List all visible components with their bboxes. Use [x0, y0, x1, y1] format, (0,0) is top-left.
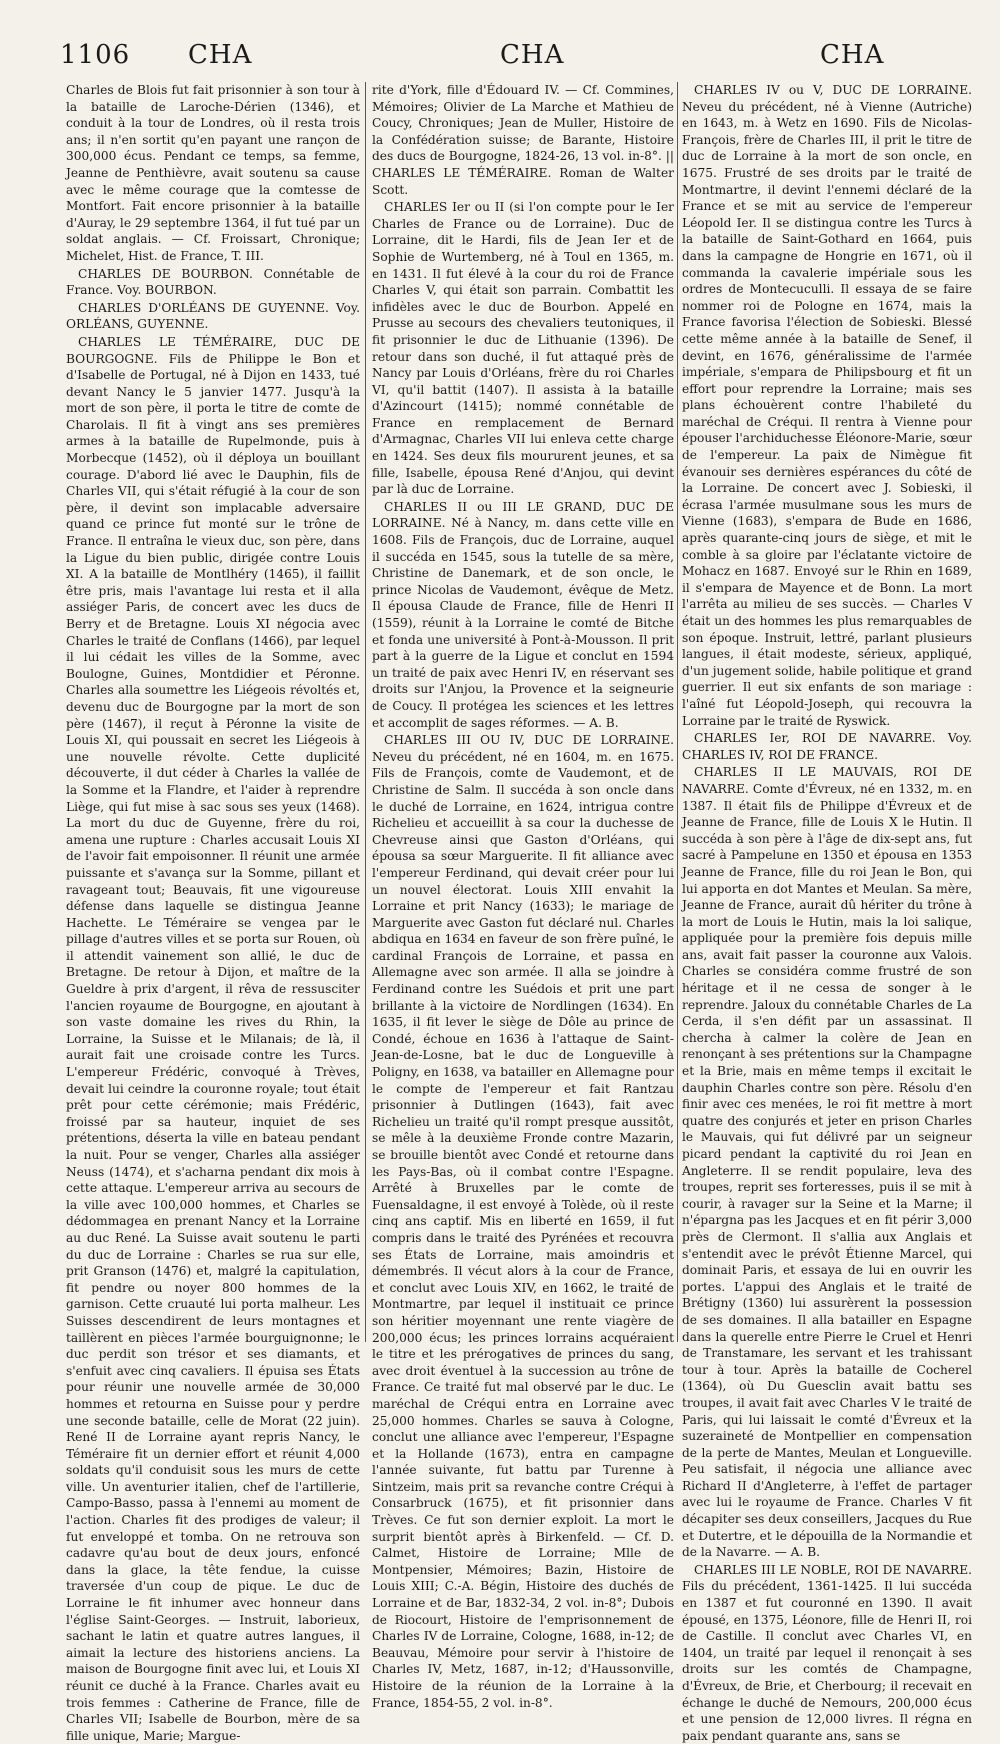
entry-paragraph: CHARLES IV ou V, DUC DE LORRAINE. Neveu du précédent, né à Vienne (Autriche) en 1643, m. à Wetz en 1690. Fils de Nicolas-François, frère de Charles III, il prit le titre de duc de Lorraine à la mort de son oncle, en 1675. Frustré de ses droits par le traité de Montmartre, il devint l'ennemi déclaré de la France et se mit au service de l'empereur Léopold Ier. Il se distingua contre les Turcs à la bataille de Saint-Gothard en 1664, puis dans la campagne de Hongrie en 1671, où il commanda la cavalerie impériale sous les ordres de Montecuculli. Il essaya de se faire nommer roi de Pologne en 1674, mais la France favorisa l'élection de Sobieski. Blessé cette même année à la bataille de Senef, il devint, en 1676, généralissime de l'armée impériale, s'empara de Philipsbourg et fit un effort pour reprendre la Lorraine; mais ses plans échouèrent contre l'habileté du maréchal de Créqui. Il rentra à Vienne pour épouser l'archiduchesse Éléonore-Marie, sœur de l'empereur. La paix de Nimègue fit évanouir ses dernières espérances du côté de la Lorraine. De concert avec J. Sobieski, il écrasa l'armée musulmane sous les murs de Vienne (1683), s'empara de Bude en 1686, après quarante-cinq jours de siège, et mit le comble à sa gloire par l'éclatante victoire de Mohacz en 1687. Envoyé sur le Rhin en 1689, il s'empara de Mayence et de Bonn. La mort l'arrêta au milieu de ses succès. — Charles V était un des hommes les plus remarquables de son époque. Instruit, lettré, parlant plusieurs langues, il était modeste, sérieux, appliqué, d'un jugement solide, habile politique et grand guerrier. Il eut six enfants de son mariage : l'aîné fut Léopold-Joseph, qui recouvra la Lorraine par le traité de Ryswick. — [682, 83, 972, 728]
entry-paragraph: CHARLES III LE NOBLE, ROI DE NAVARRE. Fils du précédent, 1361-1425. Il lui succéda en 1387 et fut couronné en 1390. Il avait épousé, en 1375, Léonore, fille de Henri II, roi de Castille. Il conclut avec Charles VI, en 1404, un traité par lequel il renonçait à ses droits sur les comtés de Champagne, d'Évreux, de Brie, et Cherbourg; il recevait en échange le duché de Nemours, 200,000 écus et une pension de 12,000 livres. Il régna en paix pendant quarante ans, sans se — [682, 1562, 972, 1743]
running-head-center: CHA — [500, 40, 565, 70]
entry-paragraph: Charles de Blois fut fait prisonnier à son tour à la bataille de Laroche-Dérien (1346), et conduit à la tour de Londres, où il resta trois ans; il n'en sortit qu'en payant une rançon de 300,000 écus. Pendant ce temps, sa femme, Jeanne de Penthièvre, avait soutenu sa cause avec le même courage que la comtesse de Montfort. Fait encore prisonnier à la bataille d'Auray, le 29 septembre 1364, il fut tué par un soldat anglais. — Cf. Froissart, Chronique; Michelet, Hist. de France, T. III. — [66, 83, 360, 263]
page-header — [0, 40, 1000, 80]
column-3 — [682, 82, 972, 1743]
running-head-left: CHA — [188, 40, 253, 70]
entry-paragraph: CHARLES III OU IV, DUC DE LORRAINE. Neveu du précédent, né en 1604, m. en 1675. Fils de François, comte de Vaudemont, et de Christine de Salm. Il succéda à son oncle dans le duché de Lorraine, en 1624, intrigua contre Richelieu et accueillit à sa cour la duchesse de Chevreuse ainsi que Gaston d'Orléans, qui épousa sa sœur Marguerite. Il fit alliance avec l'empereur Ferdinand, qui devait créer pour lui un nouvel électorat. Louis XIII envahit la Lorraine et prit Nancy (1633); le mariage de Marguerite avec Gaston fut déclaré nul. Charles abdiqua en 1634 en faveur de son frère puîné, le cardinal François de Lorraine, et passa en Allemagne avec son armée. Il alla se joindre à Ferdinand contre les Suédois et prit une part brillante à la victoire de Nordlingen (1634). En 1635, il fit lever le siège de Dôle au prince de Condé, échoue en 1636 à l'attaque de Saint-Jean-de-Losne, bat le duc de Longueville à Poligny, en 1638, va batailler en Allemagne pour le compte de l'empereur et fait Rantzau prisonnier à Dutlingen (1643), fait avec Richelieu un traité qu'il rompt presque aussitôt, se mêle à la deuxième Fronde contre Mazarin, se brouille bientôt avec Condé et retourne dans les Pays-Bas, où il combat contre l'Espagne. Arrêté à Bruxelles par le comte de Fuensaldagne, il est envoyé à Tolède, où il reste cinq ans captif. Mis en liberté en 1659, il fut compris dans le traité des Pyrénées et recouvra ses États de Lorraine, mais amoindris et démembrés. Il vécut alors à la cour de France, et conclut avec Louis XIV, en 1662, le traité de Montmartre, par lequel il instituait ce prince son héritier moyennant une rente viagère de 200,000 écus; les princes lorrains acquéraient le titre et les prérogatives de princes du sang, avec droit éventuel à la succession au trône de France. Ce traité fut mal observé par le duc. Le maréchal de Créqui entra en Lorraine avec 25,000 hommes. Charles se sauva à Cologne, conclut une alliance avec l'empereur, l'Espagne et la Hollande (1673), entra en campagne l'année suivante, fut battu par Turenne à Sintzeim, mais prit sa revanche contre Créqui à Consarbruck (1675), et fit prisonnier dans Trèves. Ce fut son dernier exploit. La mort le surprit bientôt après à Birkenfeld. — Cf. D. Calmet, Histoire de Lorraine; Mlle de Montpensier, Mémoires; Bazin, Histoire de Louis XIII; C.-A. Bégin, Histoire des duchés de Lorraine et de Bar, 1832-34, 2 vol. in-8°; Dubois de Riocourt, Histoire de l'emprisonnement de Charles IV de Lorraine, Cologne, 1688, in-12; de Beauvau, Mémoire pour servir à l'histoire de Charles IV, Metz, 1687, in-12; d'Haussonville, Histoire de la réunion de la Lorraine à la France, 1854-55, 2 vol. in-8°. — [372, 733, 674, 1710]
entry-paragraph: CHARLES II LE MAUVAIS, ROI DE NAVARRE. Comte d'Évreux, né en 1332, m. en 1387. Il était fils de Philippe d'Évreux et de Jeanne de France, fille de Louis X le Hutin. Il succéda à son père à l'âge de dix-sept ans, fut sacré à Pampelune en 1350 et épousa en 1353 Jeanne de France, fille du roi Jean le Bon, qui lui apporta en dot Mantes et Meulan. Sa mère, Jeanne de France, aurait dû hériter du trône à la mort de Louis le Hutin, mais la loi salique, appliquée pour la première fois depuis mille ans, avait fait passer la couronne aux Valois. Charles se considéra comme frustré de son héritage et il ne cessa de songer à le reprendre. Jaloux du connétable Charles de La Cerda, il s'en défit par un assassinat. Il chercha à calmer la colère de Jean en renonçant à ses prétentions sur la Champagne et la Brie, mais en même temps il excitait le dauphin Charles contre son père. Résolu d'en finir avec ces menées, le roi fit mettre à mort quatre des conjurés et jeter en prison Charles le Mauvais, qui fut délivré par un seigneur picard pendant la captivité du roi Jean en Angleterre. Il se rendit populaire, leva des troupes, reprit ses forteresses, puis il se mit à courir, à ravager sur la Seine et la Marne; il n'épargna pas les Jacques et en fit périr 3,000 près de Clermont. Il s'allia aux Anglais et s'entendit avec le prévôt Étienne Marcel, qui dominait Paris, et essaya de lui en ouvrir les portes. L'appui des Anglais et le traité de Brétigny (1360) lui assurèrent la possession de ses domaines. Il alla batailler en Espagne dans la querelle entre Pierre le Cruel et Henri de Transtamare, les servant et les trahissant tour à tour. Après la bataille de Cocherel (1364), où Du Guesclin avait battu ses troupes, il avait fait avec Charles V le traité de Paris, qui lui laissait le comté d'Évreux et la suzeraineté de Montpellier en compensation de la perte de Mantes, Meulan et Longueville. Peu satisfait, il négocia une alliance avec Richard II d'Angleterre, à l'effet de partager avec lui le royaume de France. Charles V fit décapiter ses deux conseillers, Jacques du Rue et Dutertre, et le dépouilla de la Normandie et de la Navarre. — A. B. — [682, 765, 972, 1560]
running-head-right: CHA — [820, 40, 885, 70]
entry-paragraph: CHARLES Ier, ROI DE NAVARRE. Voy. CHARLES IV, ROI DE FRANCE. — [682, 731, 972, 762]
entry-paragraph: CHARLES DE BOURBON. Connétable de France. Voy. BOURBON. — [66, 266, 360, 298]
column-divider — [677, 82, 678, 1342]
entry-paragraph: CHARLES LE TÉMÉRAIRE, DUC DE BOURGOGNE. Fils de Philippe le Bon et d'Isabelle de Portugal, né à Dijon en 1433, tué devant Nancy le 5 janvier 1477. Jusqu'à la mort de son père, il porta le titre de comte de Charolais. Il fit à vingt ans ses premières armes à la bataille de Rupelmonde, puis à Morbecque (1452), où il déploya un bouillant courage. D'abord lié avec le Dauphin, fils de Charles VII, qui s'était réfugié à la cour de son père, il devint son implacable adversaire quand ce prince fut monté sur le trône de France. Il entraîna le vieux duc, son père, dans la Ligue du bien public, dirigée contre Louis XI. A la bataille de Montlhéry (1465), il faillit être pris, mais l'avantage lui resta et il alla assiéger Paris, de concert avec les ducs de Berry et de Bretagne. Louis XI négocia avec Charles le traité de Conflans (1466), par lequel il lui cédait les villes de la Somme, avec Boulogne, Guines, Montdidier et Péronne. Charles alla soumettre les Liégeois révoltés et, devenu duc de Bourgogne par la mort de son père (1467), il reçut à Péronne la visite de Louis XI, qui poussait en secret les Liégeois à une nouvelle révolte. Cette duplicité découverte, il dut céder à Charles la vallée de la Somme et la Flandre, et l'aider à reprendre Liège, qui fut mise à sac sous ses yeux (1468). La mort du duc de Guyenne, frère du roi, amena une rupture : Charles accusait Louis XI de l'avoir fait empoisonner. Il réunit une armée puissante et s'avança sur la Somme, pillant et ravageant tout; Beauvais, fit une vigoureuse défense dans laquelle se distingua Jeanne Hachette. Le Téméraire se vengea par le pillage d'autres villes et se porta sur Rouen, où il attendit vainement son allié, le duc de Bretagne. De retour à Dijon, et maître de la Gueldre à prix d'argent, il rêva de ressusciter l'ancien royaume de Bourgogne, en ajoutant à son vaste domaine les rives du Rhin, la Lorraine, la Suisse et le Milanais; de là, il aurait fait une croisade contre les Turcs. L'empereur Frédéric, convoqué à Trèves, devait lui ceindre la couronne royale; tout était prêt pour cette cérémonie; mais Frédéric, froissé par sa hauteur, inquiet de ses prétentions, déserta la ville en bateau pendant la nuit. Pour se venger, Charles alla assiéger Neuss (1474), et s'acharna pendant dix mois à cette attaque. L'empereur arriva au secours de la ville avec 100,000 hommes, et Charles se dédommagea en prenant Nancy et la Lorraine au duc René. La Suisse avait soutenu le parti du duc de Lorraine : Charles se rua sur elle, prit Granson (1476) et, malgré la capitulation, fit pendre ou noyer 800 hommes de la garnison. Cette cruauté lui porta malheur. Les Suisses descendirent de leurs montagnes et taillèrent en pièces l'armée bourguignonne; le duc perdit son trésor et ses diamants, et s'enfuit avec cinq cavaliers. Il épuisa ses États pour réunir une nouvelle armée de 30,000 hommes et retourna en Suisse pour y perdre une seconde bataille, celle de Morat (22 juin). René II de Lorraine ayant repris Nancy, le Téméraire fit un dernier effort et réunit 4,000 soldats qu'il conduisit sous les murs de cette ville. Un aventurier italien, chef de l'artillerie, Campo-Basso, passa à l'ennemi au moment de l'action. Charles fit des prodiges de valeur; il fut enveloppé et tomba. On ne retrouva son cadavre qu'au bout de deux jours, enfoncé dans la glace, la tête fendue, la cuisse traversée d'un coup de pique. Le duc de Lorraine le fit inhumer avec honneur dans l'église Saint-Georges. — Instruit, laborieux, sachant le latin et quatre autres langues, il aimait la lecture des historiens anciens. La maison de Bourgogne finit avec lui, et Louis XI réunit ce duché à la France. Charles avait eu trois femmes : Catherine de France, fille de Charles VII; Isabelle de Bourbon, mère de sa fille unique, Marie; Margue- — [66, 334, 360, 1743]
entry-paragraph: CHARLES II ou III LE GRAND, DUC DE LORRAINE. Né à Nancy, m. dans cette ville en 1608. Fils de François, duc de Lorraine, auquel il succéda en 1545, sous la tutelle de sa mère, Christine de Danemark, et de son oncle, le prince Nicolas de Vaudemont, évêque de Metz. Il épousa Claude de France, fille de Henri II (1559), réunit à la Lorraine le comté de Bitche et fonda une université à Pont-à-Mousson. Il prit part à la guerre de la Ligue et conclut en 1594 un traité de paix avec Henri IV, en réservant ses droits sur l'Anjou, la Provence et la seigneurie de Coucy. Il protégea les sciences et les lettres et accomplit de sages réformes. — A. B. — [372, 499, 674, 730]
column-divider — [365, 82, 366, 1342]
entry-paragraph: CHARLES D'ORLÉANS DE GUYENNE. Voy. ORLÉANS, GUYENNE. — [66, 300, 360, 332]
page-number: 1106 — [60, 40, 131, 70]
entry-paragraph: rite d'York, fille d'Édouard IV. — Cf. Commines, Mémoires; Olivier de La Marche et Mathieu de Coucy, Chroniques; Jean de Muller, Histoire de la Confédération suisse; de Barante, Histoire des ducs de Bourgogne, 1824-26, 13 vol. in-8°. || CHARLES LE TÉMÉRAIRE. Roman de Walter Scott. — [372, 83, 674, 197]
column-1 — [66, 82, 360, 1743]
column-2 — [372, 82, 674, 1710]
entry-paragraph: CHARLES Ier ou II (si l'on compte pour le Ier Charles de France ou de Lorraine). Duc de Lorraine, dit le Hardi, fils de Jean Ier et de Sophie de Wurtemberg, né à Toul en 1365, m. en 1431. Il fut élevé à la cour du roi de France Charles V, qui était son parrain. Combattit les infidèles avec le duc de Bourbon. Appelé en Prusse au secours des chevaliers teutoniques, il fit prisonnier le duc de Lithuanie (1396). De retour dans son duché, il fut attaqué près de Nancy par Louis d'Orléans, frère du roi Charles VI, qu'il battit (1407). Il assista à la bataille d'Azincourt (1415); nommé connétable de France en remplacement de Bernard d'Armagnac, Charles VII lui enleva cette charge en 1424. Ses deux fils moururent jeunes, et sa fille, Isabelle, épousa René d'Anjou, qui devint par là duc de Lorraine. — [372, 200, 674, 497]
